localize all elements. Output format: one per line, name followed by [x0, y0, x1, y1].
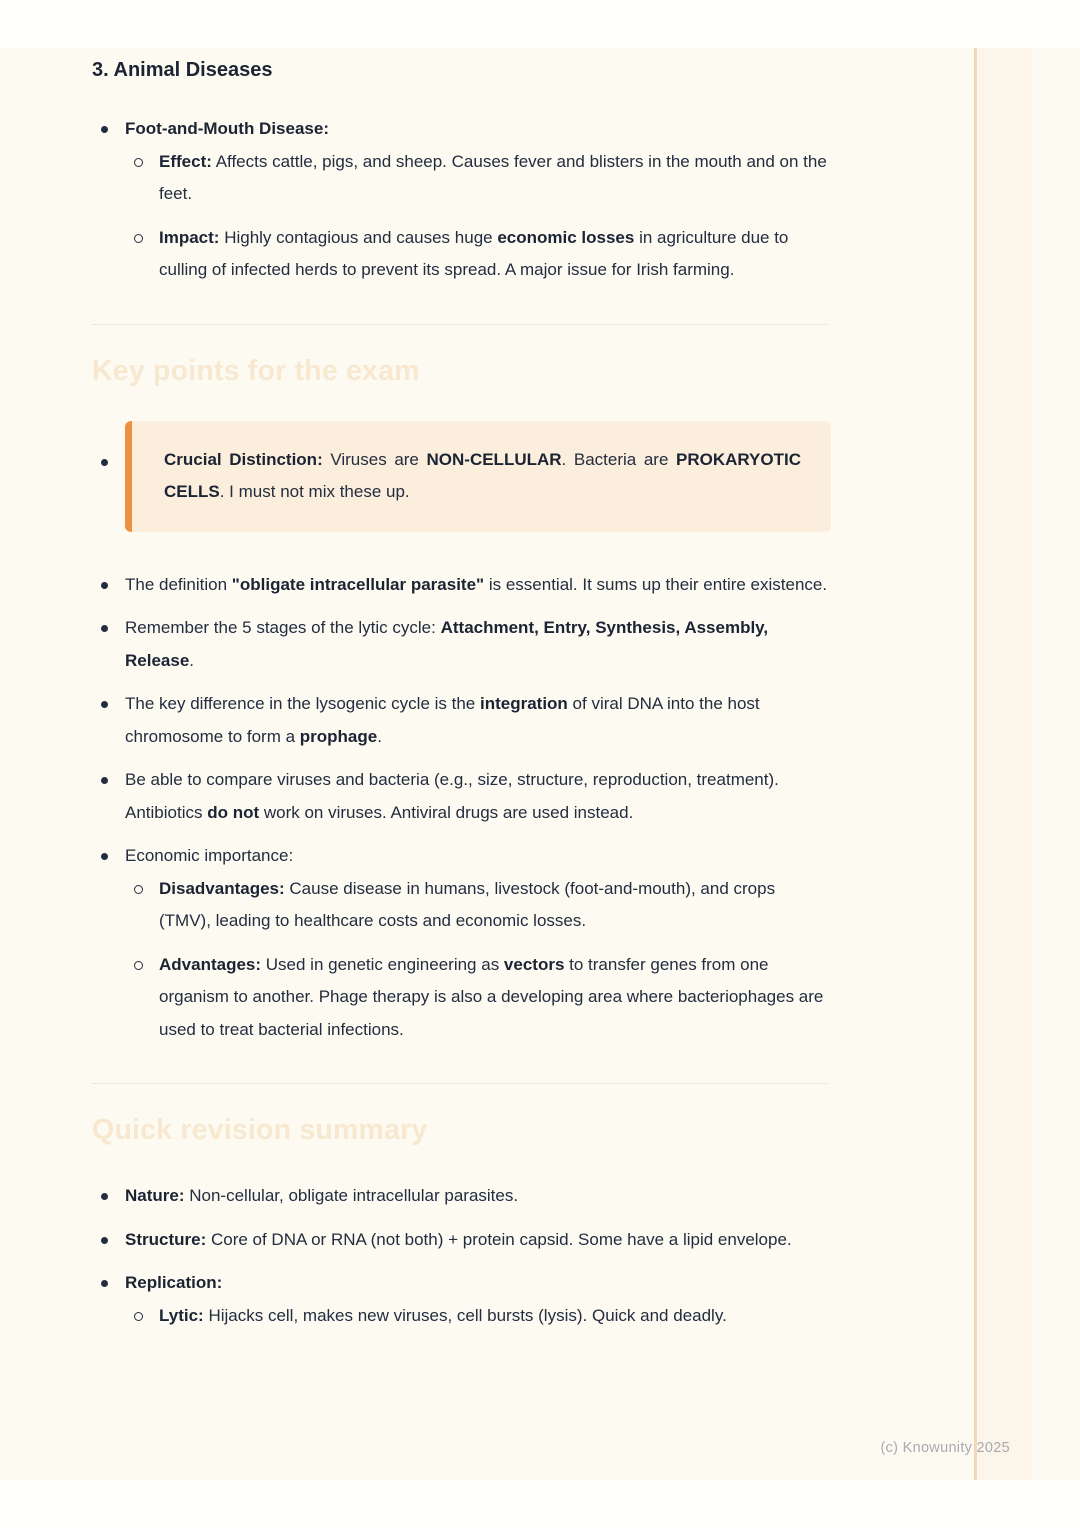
bullet-icon — [101, 1280, 108, 1287]
bullet-icon — [101, 777, 108, 784]
list-item-text: Impact: Highly contagious and causes huge economic losses in agriculture due to culling of infected herds to prevent its spread. A major issue for Irish farming. — [159, 227, 789, 279]
page-edge-line — [974, 48, 977, 1480]
animal-diseases-list — [92, 113, 830, 287]
notes-page — [0, 48, 1080, 1480]
list-item-impact — [125, 222, 830, 287]
section-heading-animal-diseases: 3. Animal Diseases — [92, 59, 273, 81]
bullet-icon — [101, 1193, 108, 1200]
list-item-definition — [92, 569, 830, 602]
list-item-compare — [92, 764, 830, 829]
list-item-text: Replication: — [125, 1273, 223, 1292]
list-item-text: Advantages: Used in genetic engineering as vectors to transfer genes from one organism to another. Phage therapy is also a developing area where bacteriophages are used to treat bacterial infections. — [159, 954, 824, 1039]
page-edge-band — [978, 48, 1032, 1480]
circle-bullet-icon — [134, 234, 143, 243]
bullet-icon — [101, 126, 108, 133]
section-heading-quick-revision: Quick revision summary — [92, 1114, 428, 1146]
list-item-lytic-stages — [92, 612, 830, 677]
callout-text: Crucial Distinction: Viruses are NON-CELLULAR. Bacteria are PROKARYOTIC CELLS. I must not mix these up. — [164, 449, 802, 501]
key-points-list — [92, 421, 830, 1047]
circle-bullet-icon — [134, 1312, 143, 1321]
quick-revision-list — [92, 1180, 830, 1332]
section-divider — [92, 1083, 827, 1084]
section-heading-key-points: Key points for the exam — [92, 354, 420, 387]
list-item-text: Economic importance: — [125, 846, 294, 865]
list-item-text: Remember the 5 stages of the lytic cycle: Attachment, Entry, Synthesis, Assembly, Release. — [125, 618, 769, 670]
list-item-nature — [92, 1180, 830, 1213]
bullet-icon — [101, 1237, 108, 1244]
replication-sublist — [125, 1300, 830, 1333]
list-item-text: Structure: Core of DNA or RNA (not both) + protein capsid. Some have a lipid envelope. — [125, 1229, 792, 1249]
bullet-icon — [101, 701, 108, 708]
section-divider — [92, 324, 827, 325]
list-item-replication — [92, 1267, 830, 1332]
economic-importance-sublist — [125, 873, 830, 1047]
circle-bullet-icon — [134, 158, 143, 167]
foot-and-mouth-sublist — [125, 146, 830, 287]
list-item-text: Be able to compare viruses and bacteria (e.g., size, structure, reproduction, treatment). Antibiotics do not work on viruses. Antiviral drugs are used instead. — [125, 770, 779, 822]
list-item-text: The definition "obligate intracellular parasite" is essential. It sums up their entire existence. — [125, 574, 828, 594]
list-item-advantages — [125, 949, 830, 1047]
list-item-lytic — [125, 1300, 830, 1333]
copyright-watermark: (c) Knowunity 2025 — [880, 1440, 1010, 1456]
notes-content — [0, 48, 830, 1332]
list-item-disadvantages — [125, 873, 830, 938]
bullet-icon — [101, 625, 108, 632]
list-item-text: Foot-and-Mouth Disease: — [125, 119, 329, 138]
list-item-text: Lytic: Hijacks cell, makes new viruses, cell bursts (lysis). Quick and deadly. — [159, 1305, 727, 1325]
list-item-callout — [92, 421, 830, 532]
list-item-text: The key difference in the lysogenic cycle is the integration of viral DNA into the host chromosome to form a prophage. — [125, 694, 760, 746]
list-item-text: Nature: Non-cellular, obligate intracellular parasites. — [125, 1186, 519, 1205]
bullet-icon — [101, 459, 108, 466]
list-item-structure — [92, 1224, 830, 1257]
bullet-icon — [101, 582, 108, 589]
list-item-economic-importance — [92, 840, 830, 1046]
list-item-effect — [125, 146, 830, 211]
list-item-text: Disadvantages: Cause disease in humans, livestock (foot-and-mouth), and crops (TMV), leading to healthcare costs and economic losses. — [159, 878, 776, 930]
list-item-foot-and-mouth — [92, 113, 830, 287]
list-item-text: Effect: Affects cattle, pigs, and sheep. Causes fever and blisters in the mouth and on the feet. — [159, 151, 827, 203]
circle-bullet-icon — [134, 961, 143, 970]
callout-box — [125, 421, 831, 532]
circle-bullet-icon — [134, 885, 143, 894]
list-item-lysogenic — [92, 688, 830, 753]
bullet-icon — [101, 853, 108, 860]
